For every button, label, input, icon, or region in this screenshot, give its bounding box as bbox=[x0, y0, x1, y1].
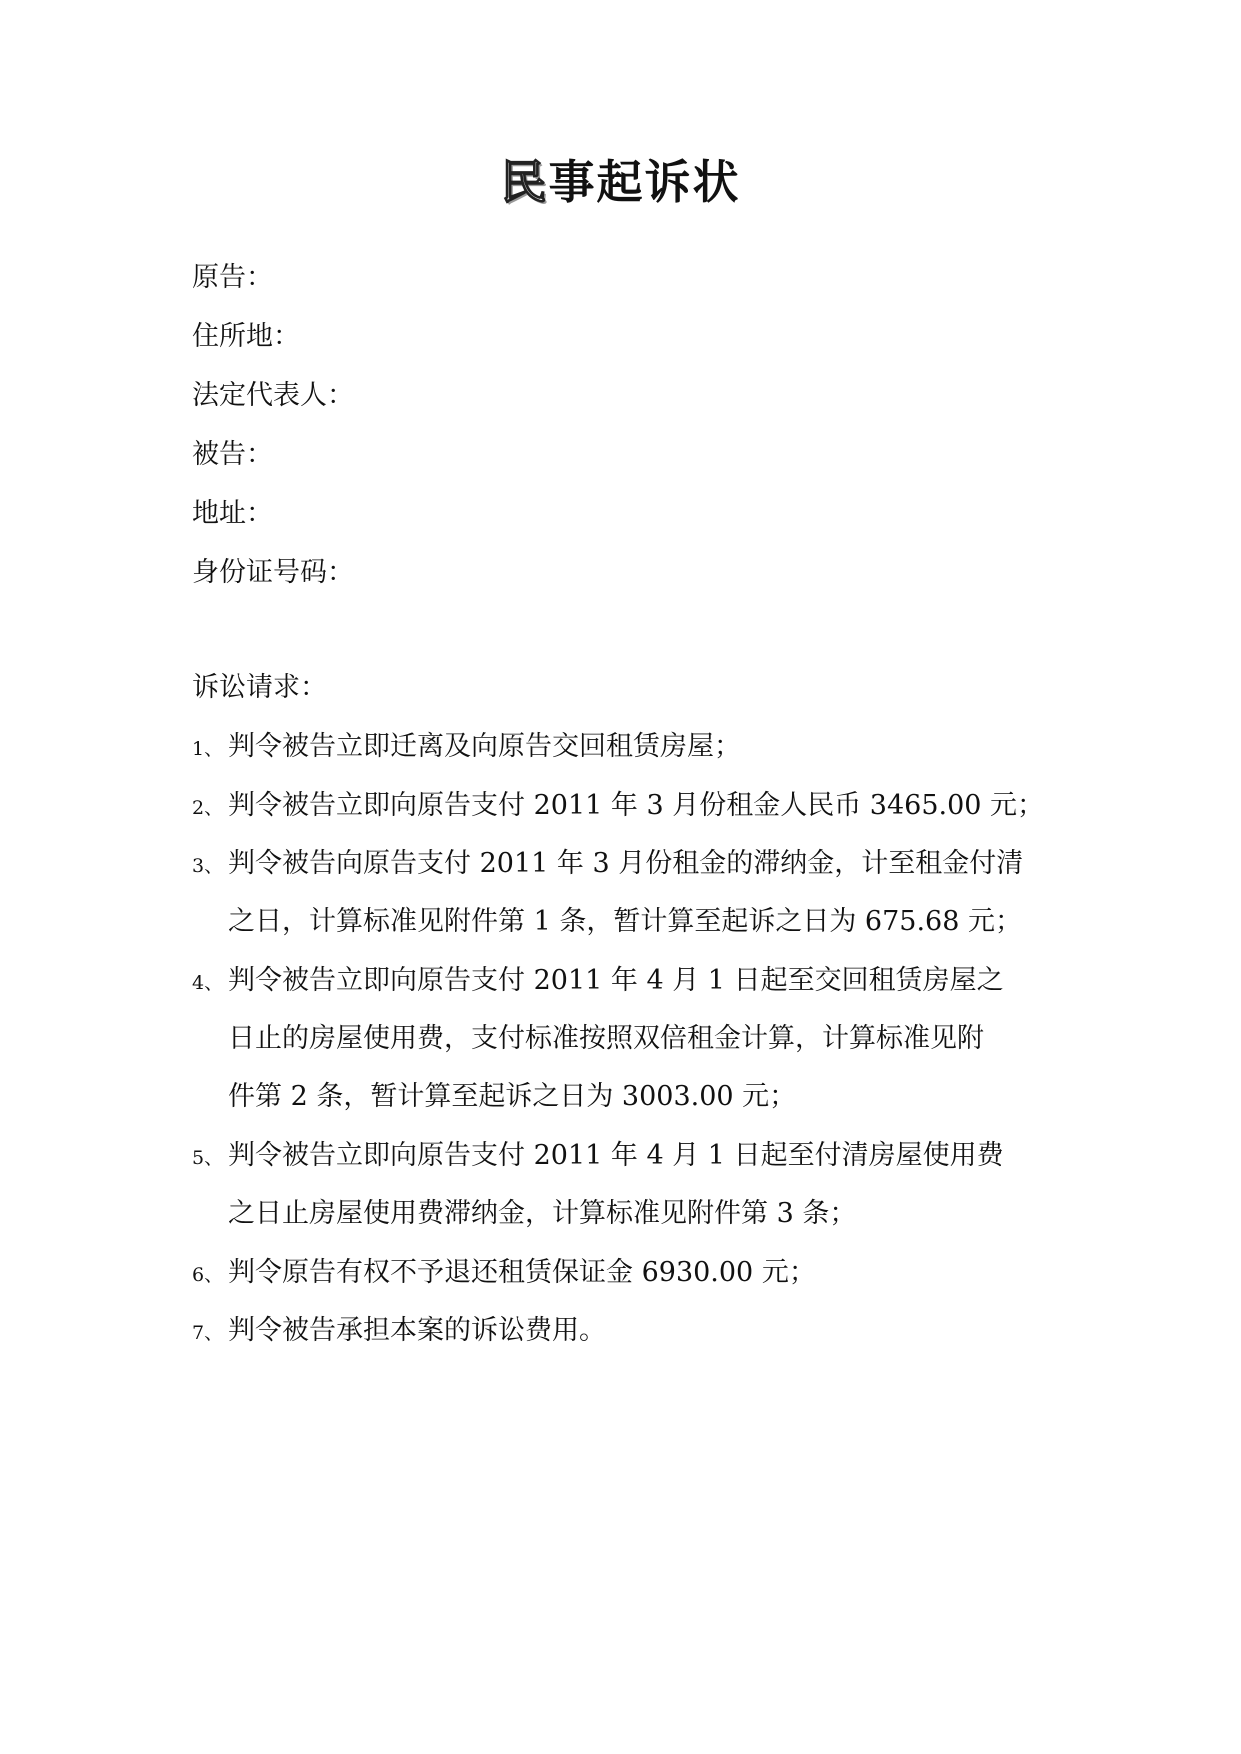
claim-4-continuation-1: 日止的房屋使用费，支付标准按照双倍租金计算，计算标准见附 bbox=[228, 1023, 984, 1054]
claim-item-4 bbox=[192, 961, 1062, 1003]
claim-number: 7、 bbox=[192, 1322, 224, 1344]
claim-item-7 bbox=[192, 1311, 1062, 1353]
claim-item-3 bbox=[192, 844, 1062, 886]
document-title bbox=[0, 152, 1241, 212]
plaintiff-label: 原告： bbox=[192, 262, 273, 293]
claim-item-6 bbox=[192, 1253, 1062, 1295]
claim-number: 4、 bbox=[192, 972, 224, 994]
claim-text: 判令被告承担本案的诉讼费用。 bbox=[228, 1315, 606, 1346]
title-first-char: 民 bbox=[500, 155, 549, 209]
claims-heading: 诉讼请求： bbox=[192, 672, 327, 703]
claim-5-continuation: 之日止房屋使用费滞纳金，计算标准见附件第 3 条； bbox=[228, 1198, 857, 1229]
title-rest: 事起诉状 bbox=[548, 155, 741, 209]
claim-number: 2、 bbox=[192, 797, 224, 819]
claim-number: 1、 bbox=[192, 738, 224, 760]
residence-label: 住所地： bbox=[192, 321, 300, 352]
claim-text: 判令被告立即向原告支付 2011 年 4 月 1 日起至交回租赁房屋之 bbox=[228, 965, 1004, 996]
claim-number: 3、 bbox=[192, 855, 224, 877]
claim-4-continuation-2: 件第 2 条，暂计算至起诉之日为 3003.00 元； bbox=[228, 1081, 797, 1112]
address-label: 地址： bbox=[192, 498, 273, 529]
claim-number: 6、 bbox=[192, 1264, 224, 1286]
claim-text: 判令被告向原告支付 2011 年 3 月份租金的滞纳金，计至租金付清 bbox=[228, 848, 1024, 879]
claim-text: 判令原告有权不予退还租赁保证金 6930.00 元； bbox=[228, 1257, 816, 1288]
claim-item-1 bbox=[192, 727, 1062, 769]
id-number-label: 身份证号码： bbox=[192, 557, 354, 588]
claim-text: 判令被告立即向原告支付 2011 年 4 月 1 日起至付清房屋使用费 bbox=[228, 1140, 1004, 1171]
claim-item-5 bbox=[192, 1136, 1062, 1178]
claim-item-2 bbox=[192, 786, 1062, 828]
claim-text: 判令被告立即迁离及向原告交回租赁房屋； bbox=[228, 731, 741, 762]
defendant-label: 被告： bbox=[192, 439, 273, 470]
claim-number: 5、 bbox=[192, 1147, 224, 1169]
claim-3-continuation: 之日，计算标准见附件第 1 条，暂计算至起诉之日为 675.68 元； bbox=[228, 906, 1022, 937]
claim-text: 判令被告立即向原告支付 2011 年 3 月份租金人民币 3465.00 元； bbox=[228, 790, 1045, 821]
legal-rep-label: 法定代表人： bbox=[192, 380, 354, 411]
